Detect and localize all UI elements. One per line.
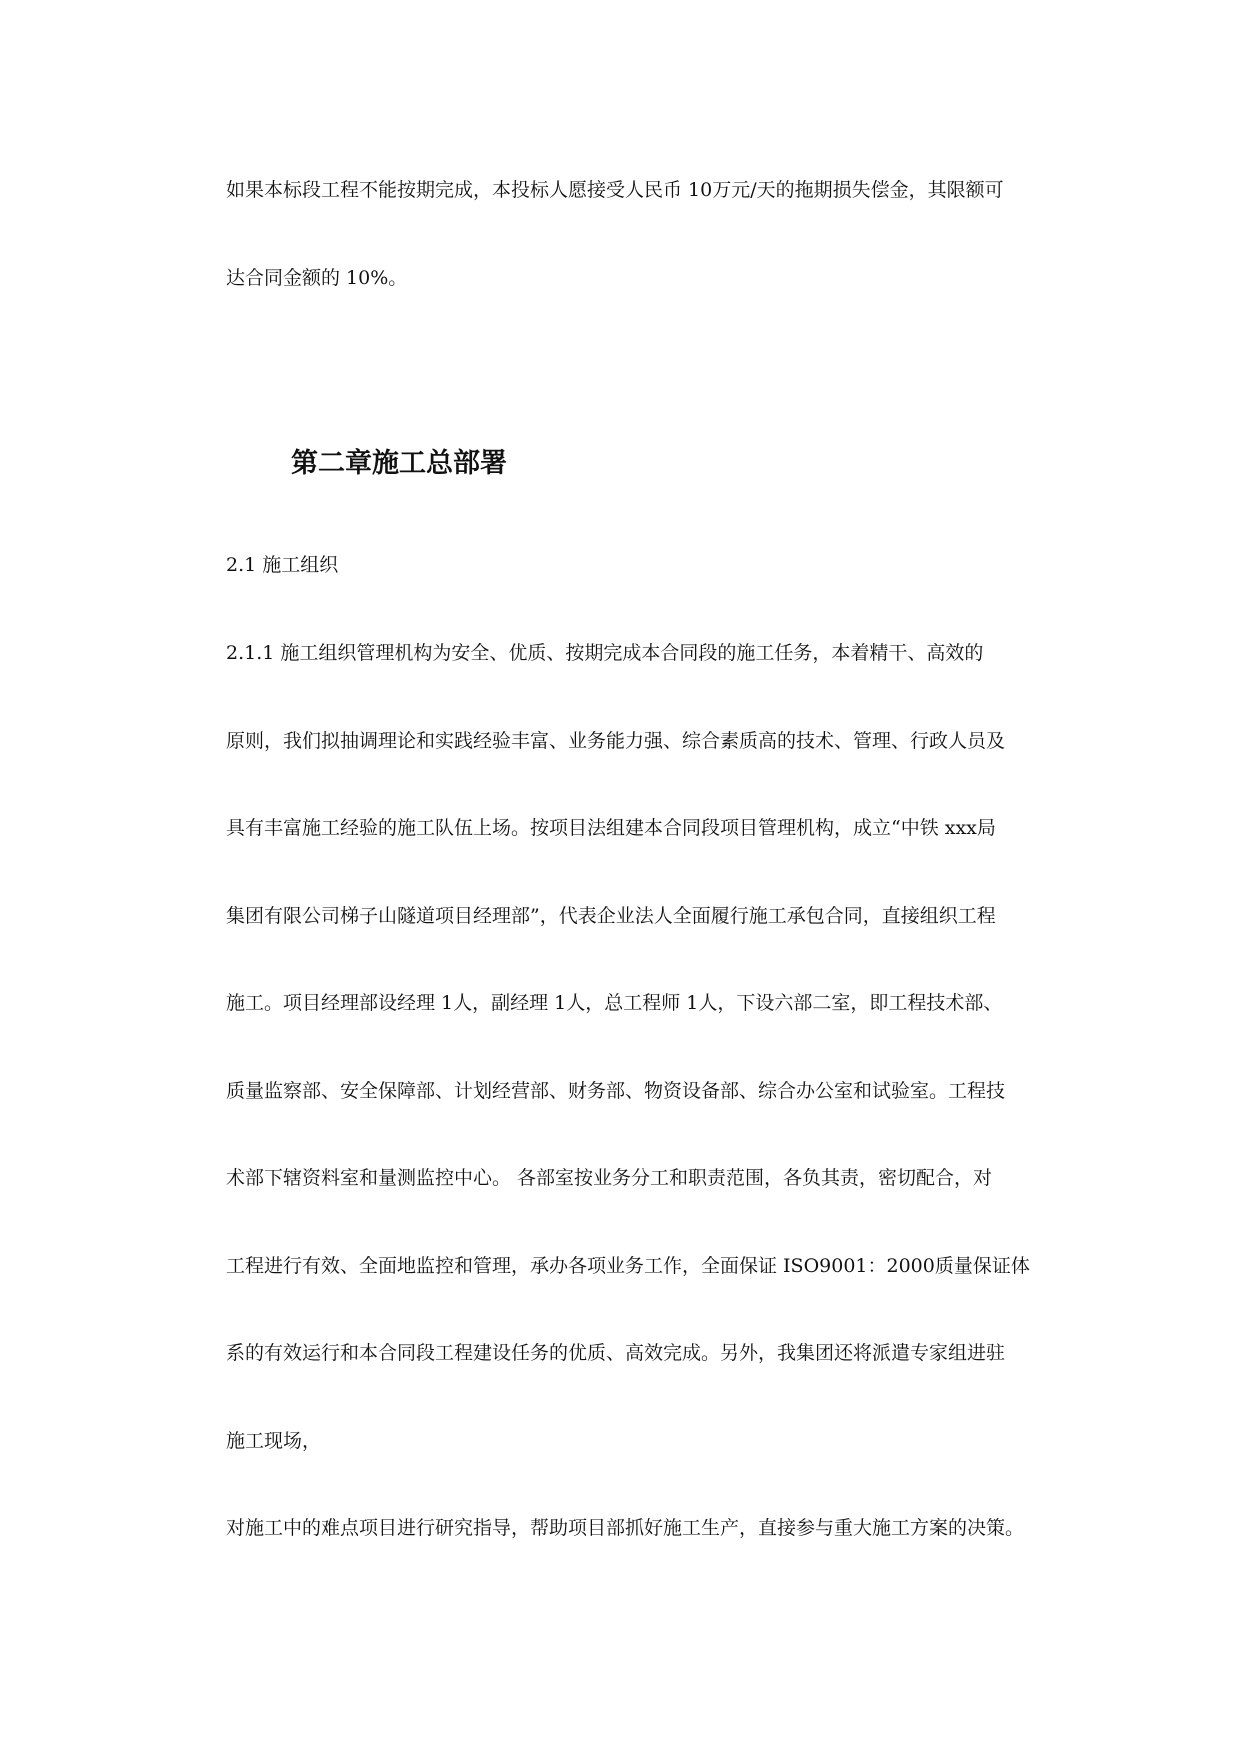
paragraph-line: 质量监察部、安全保障部、计划经营部、财务部、物资设备部、综合办公室和试验室。工程技 [226,1080,1006,1102]
paragraph-line: 术部下辖资料室和量测监控中心。 各部室按业务分工和职责范围，各负其责，密切配合，对 [226,1167,993,1189]
intro-line-2: 达合同金额的 10%。 [226,267,408,289]
paragraph-line: 集团有限公司梯子山隧道项目经理部”，代表企业法人全面履行施工承包合同，直接组织工程 [226,905,996,927]
paragraph-line: 原则，我们拟抽调理论和实践经验丰富、业务能力强、综合素质高的技术、管理、行政人员及 [226,730,1006,752]
paragraph-line: 对施工中的难点项目进行研究指导，帮助项目部抓好施工生产，直接参与重大施工方案的决策。 [226,1517,1025,1539]
paragraph-line: 工程进行有效、全面地监控和管理，承办各项业务工作，全面保证 ISO9001：2000质量保证体 [226,1255,1030,1277]
paragraph-line: 施工。项目经理部设经理 1人，副经理 1人，总工程师 1人，下设六部二室，即工程技术部、 [226,992,1003,1014]
chapter-title: 第二章施工总部署 [291,448,507,479]
paragraph-line: 2.1.1 施工组织管理机构为安全、优质、按期完成本合同段的施工任务，本着精干、高效的 [226,642,984,664]
intro-line-1: 如果本标段工程不能按期完成，本投标人愿接受人民币 10万元/天的拖期损失偿金，其限额可 [226,179,1004,201]
paragraph-line: 施工现场， [226,1430,322,1452]
paragraph-line: 系的有效运行和本合同段工程建设任务的优质、高效完成。另外，我集团还将派遣专家组进驻 [226,1342,1006,1364]
paragraph-line: 具有丰富施工经验的施工队伍上场。按项目法组建本合同段项目管理机构，成立“中铁 xxx局 [226,817,996,839]
section-title: 2.1 施工组织 [226,554,339,576]
